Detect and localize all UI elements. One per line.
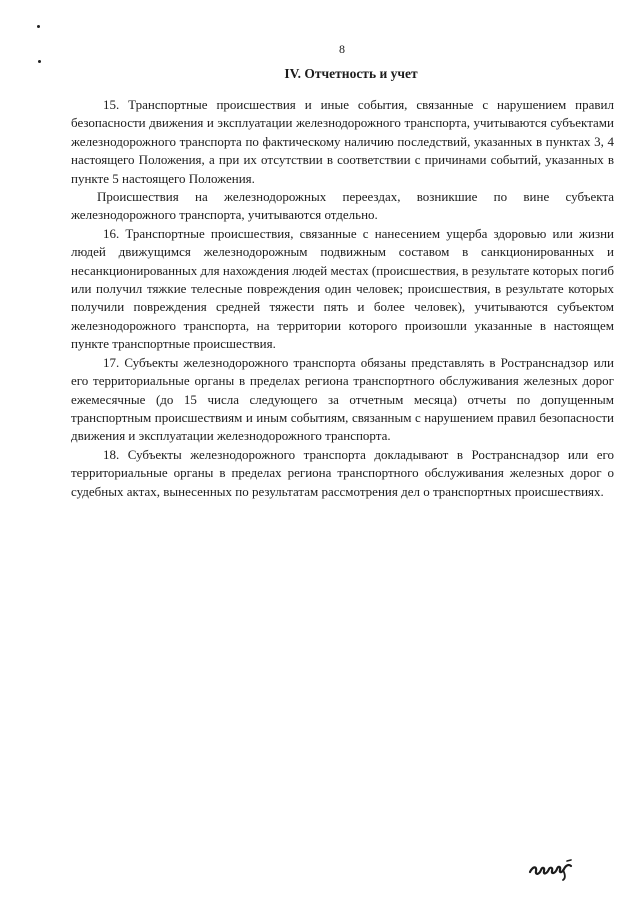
paragraph-15: 15. Транспортные происшествия и иные события, связанные с нарушением правил безопасности движения и эксплуатации железнодорожного транспорта, учитываются субъектами железнодорожного транспорта по фактическому наличию последствий, указанных в пунктах 3, 4 настоящего Положения, а при их отсутствии в соответствии с причинами событий, указанных в пункте 5 настоящего Положения.	[71, 97, 614, 186]
scan-speck	[37, 25, 40, 28]
scan-speck	[38, 60, 41, 63]
paragraph-16: 16. Транспортные происшествия, связанные с нанесением ущерба здоровью или жизни людей движущимся железнодорожным подвижным составом в санкционированных и несанкционированных для нахождения людей местах (происшествия, в результате которых погиб или получил тяжкие телесные повреждения один человек; происшествия, в результате которых получили повреждения средней тяжести пять и более человек), учитываются субъектом железнодорожного транспорта, на территории которого произошли указанные в настоящем пункте транспортные происшествия.	[71, 225, 614, 352]
document-body	[71, 96, 614, 501]
signature-icon	[527, 856, 575, 882]
page-number: 8	[339, 42, 345, 56]
paragraph-crossings: Происшествия на железнодорожных переездах, возникшие по вине субъекта железнодорожного транспорта, учитываются отдельно.	[71, 189, 614, 223]
paragraph-18: 18. Субъекты железнодорожного транспорта докладывают в Ространснадзор или его территориальные органы в пределах региона транспортного обслуживания железных дорог о судебных актах, вынесенных по результатам рассмотрения дел о транспортных происшествиях.	[71, 446, 614, 499]
section-title: IV. Отчетность и учет	[284, 66, 418, 81]
paragraph-17: 17. Субъекты железнодорожного транспорта обязаны представлять в Ространснадзор или его территориальные органы в пределах региона транспортного обслуживания железных дорог ежемесячные (до 15 числа следующего за отчетным месяца) отчеты по допущенным транспортным происшествиям и иным событиям, связанным с нарушением правил безопасности движения и эксплуатации железнодорожного транспорта.	[71, 354, 614, 444]
